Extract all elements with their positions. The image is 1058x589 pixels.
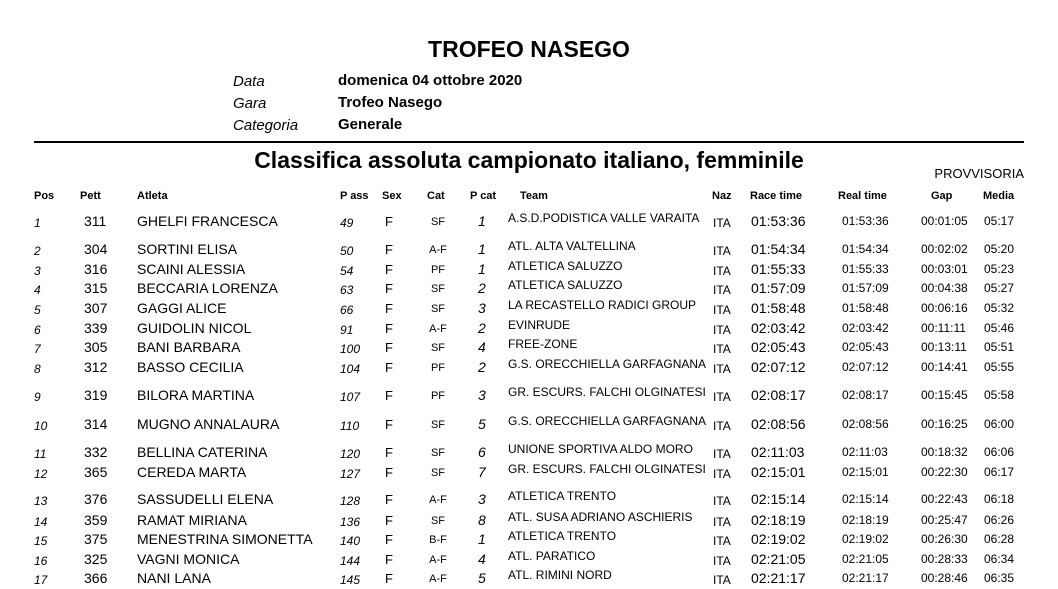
cell-sex: F: [385, 465, 393, 480]
cell-pass: 50: [340, 244, 354, 258]
cell-cat: SF: [430, 447, 446, 459]
cell-pass: 144: [340, 554, 361, 568]
cell-race: 01:55:33: [751, 261, 806, 277]
table-row: [0, 386, 1058, 406]
cell-pos: 4: [34, 283, 41, 297]
cell-media: 06:28: [984, 532, 1015, 546]
cell-gap: 00:18:32: [921, 445, 968, 459]
table-row: [0, 260, 1058, 280]
cell-naz: ITA: [713, 573, 731, 587]
cell-pcat: 3: [478, 491, 486, 507]
cell-pos: 10: [34, 419, 48, 433]
cell-naz: ITA: [713, 534, 731, 548]
meta-value-categoria: Generale: [338, 116, 403, 133]
cell-gap: 00:04:38: [921, 281, 968, 295]
cell-media: 06:06: [984, 445, 1015, 459]
cell-pett: 312: [84, 359, 108, 375]
cell-race: 02:18:19: [751, 512, 806, 528]
cell-pett: 314: [84, 416, 108, 432]
cell-naz: ITA: [713, 447, 731, 461]
cell-pcat: 8: [478, 512, 486, 528]
cell-media: 06:26: [984, 513, 1015, 527]
col-header-race: Race time: [750, 190, 802, 202]
cell-race: 01:53:36: [751, 213, 806, 229]
cell-team: EVINRUDE: [508, 318, 571, 332]
cell-race: 02:15:14: [751, 491, 806, 507]
cell-pett: 339: [84, 320, 108, 336]
cell-pos: 6: [34, 323, 41, 337]
cell-pass: 136: [340, 515, 361, 529]
cell-real: 01:57:09: [842, 281, 889, 295]
cell-team: UNIONE SPORTIVA ALDO MORO: [508, 442, 693, 456]
cell-atleta: BASSO CECILIA: [137, 359, 244, 375]
cell-pcat: 1: [478, 213, 486, 229]
cell-gap: 00:11:11: [921, 321, 966, 335]
cell-pcat: 5: [478, 416, 486, 432]
cell-pass: 107: [340, 390, 361, 404]
cell-sex: F: [385, 360, 393, 375]
cell-atleta: GHELFI FRANCESCA: [137, 213, 278, 229]
cell-pcat: 4: [478, 339, 486, 355]
cell-media: 05:46: [984, 321, 1015, 335]
cell-pos: 15: [34, 534, 48, 548]
cell-atleta: NANI LANA: [137, 570, 211, 586]
cell-gap: 00:28:46: [921, 571, 968, 585]
cell-atleta: GUIDOLIN NICOL: [137, 320, 252, 336]
cell-pass: 100: [340, 342, 361, 356]
cell-sex: F: [385, 340, 393, 355]
cell-pcat: 2: [478, 320, 486, 336]
cell-race: 02:07:12: [751, 359, 806, 375]
cell-gap: 00:15:45: [921, 388, 968, 402]
cell-real: 01:54:34: [842, 242, 889, 256]
cell-sex: F: [385, 417, 393, 432]
cell-pcat: 2: [478, 359, 486, 375]
cell-cat: SF: [430, 303, 446, 315]
cell-race: 01:54:34: [751, 241, 806, 257]
cell-race: 01:57:09: [751, 280, 806, 296]
cell-team: ATLETICA TRENTO: [508, 529, 617, 543]
cell-naz: ITA: [713, 515, 731, 529]
cell-race: 01:58:48: [751, 300, 806, 316]
cell-real: 02:08:56: [842, 417, 889, 431]
col-header-pos: Pos: [34, 190, 55, 202]
cell-gap: 00:13:11: [921, 340, 967, 354]
cell-sex: F: [385, 214, 393, 229]
cell-atleta: SASSUDELLI ELENA: [137, 491, 274, 507]
cell-cat: SF: [430, 419, 446, 431]
cell-media: 06:35: [984, 571, 1015, 585]
cell-pass: 145: [340, 573, 361, 587]
cell-pett: 325: [84, 551, 108, 567]
cell-cat: SF: [430, 342, 446, 354]
cell-pass: 104: [340, 362, 361, 376]
cell-real: 01:53:36: [842, 214, 889, 228]
cell-team: G.S. ORECCHIELLA GARFAGNANA: [508, 414, 707, 428]
cell-pcat: 3: [478, 300, 486, 316]
cell-team: G.S. ORECCHIELLA GARFAGNANA: [508, 357, 707, 371]
cell-pett: 319: [84, 387, 108, 403]
meta-label-data: Data: [233, 73, 265, 90]
cell-gap: 00:22:43: [921, 492, 968, 506]
cell-atleta: BILORA MARTINA: [137, 387, 255, 403]
cell-team: ATL. PARATICO: [508, 549, 596, 563]
cell-atleta: VAGNI MONICA: [137, 551, 240, 567]
header-divider: [34, 141, 1024, 143]
cell-cat: PF: [430, 264, 446, 276]
cell-pett: 307: [84, 300, 108, 316]
cell-pcat: 1: [478, 531, 486, 547]
cell-team: A.S.D.PODISTICA VALLE VARAITA: [508, 211, 700, 225]
cell-race: 02:21:05: [751, 551, 806, 567]
cell-team: LA RECASTELLO RADICI GROUP: [508, 298, 697, 312]
cell-pass: 128: [340, 494, 361, 508]
meta-value-data: domenica 04 ottobre 2020: [338, 72, 523, 89]
cell-pos: 7: [34, 342, 41, 356]
cell-cat: PF: [430, 362, 446, 374]
cell-cat: A-F: [429, 554, 447, 566]
table-row: [0, 490, 1058, 510]
cell-pos: 12: [34, 467, 48, 481]
cell-naz: ITA: [713, 554, 731, 568]
cell-pett: 332: [84, 444, 108, 460]
cell-gap: 00:16:25: [921, 417, 968, 431]
cell-sex: F: [385, 552, 393, 567]
cell-naz: ITA: [713, 216, 731, 230]
cell-gap: 00:01:05: [921, 214, 968, 228]
cell-gap: 00:02:02: [921, 242, 968, 256]
cell-sex: F: [385, 301, 393, 316]
cell-media: 06:00: [984, 417, 1015, 431]
meta-label-categoria: Categoria: [233, 117, 299, 134]
cell-gap: 00:03:01: [921, 262, 968, 276]
cell-media: 06:17: [984, 465, 1015, 479]
cell-naz: ITA: [713, 494, 731, 508]
cell-cat: A-F: [429, 573, 447, 585]
cell-pass: 120: [340, 447, 361, 461]
cell-atleta: BELLINA CATERINA: [137, 444, 268, 460]
cell-race: 02:11:03: [751, 444, 805, 460]
col-header-gap: Gap: [931, 190, 953, 202]
col-header-pcat: P cat: [470, 190, 497, 202]
cell-pos: 9: [34, 390, 41, 404]
cell-pcat: 4: [478, 551, 486, 567]
cell-pos: 8: [34, 362, 41, 376]
cell-team: ATLETICA SALUZZO: [508, 259, 623, 273]
cell-cat: SF: [430, 515, 446, 527]
table-row: [0, 569, 1058, 589]
cell-pcat: 3: [478, 387, 486, 403]
cell-pcat: 2: [478, 280, 486, 296]
cell-race: 02:19:02: [751, 531, 806, 547]
cell-cat: SF: [430, 283, 446, 295]
cell-cat: A-F: [429, 494, 447, 506]
cell-naz: ITA: [713, 467, 731, 481]
status-badge: PROVVISORIA: [934, 166, 1024, 181]
cell-real: 02:15:01: [842, 465, 889, 479]
cell-atleta: GAGGI ALICE: [137, 300, 227, 316]
cell-naz: ITA: [713, 244, 731, 258]
cell-naz: ITA: [713, 419, 731, 433]
cell-gap: 00:25:47: [921, 513, 968, 527]
cell-team: GR. ESCURS. FALCHI OLGINATESI: [508, 462, 706, 476]
cell-real: 02:19:02: [842, 532, 889, 546]
cell-pett: 359: [84, 512, 108, 528]
cell-team: ATLETICA TRENTO: [508, 489, 617, 503]
meta-value-gara: Trofeo Nasego: [338, 94, 443, 111]
cell-pcat: 5: [478, 570, 486, 586]
cell-media: 05:51: [984, 340, 1015, 354]
cell-sex: F: [385, 445, 393, 460]
cell-gap: 00:06:16: [921, 301, 968, 315]
table-row: [0, 212, 1058, 232]
cell-pett: 366: [84, 570, 108, 586]
cell-pos: 17: [34, 573, 48, 587]
cell-real: 02:05:43: [842, 340, 889, 354]
table-row: [0, 299, 1058, 319]
cell-media: 05:23: [984, 262, 1015, 276]
cell-sex: F: [385, 492, 393, 507]
col-header-pass: P ass: [340, 190, 369, 202]
cell-gap: 00:14:41: [921, 360, 968, 374]
cell-race: 02:03:42: [751, 320, 806, 336]
cell-pett: 376: [84, 491, 108, 507]
cell-atleta: BANI BARBARA: [137, 339, 241, 355]
cell-naz: ITA: [713, 362, 731, 376]
cell-sex: F: [385, 321, 393, 336]
cell-pos: 3: [34, 264, 41, 278]
cell-pcat: 1: [478, 241, 486, 257]
cell-media: 05:55: [984, 360, 1015, 374]
cell-sex: F: [385, 388, 393, 403]
cell-team: ATL. SUSA ADRIANO ASCHIERIS: [508, 510, 693, 524]
cell-media: 06:34: [984, 552, 1015, 566]
cell-real: 02:21:05: [842, 552, 889, 566]
cell-team: FREE-ZONE: [508, 337, 578, 351]
cell-atleta: BECCARIA LORENZA: [137, 280, 278, 296]
cell-cat: A-F: [429, 323, 447, 335]
cell-sex: F: [385, 242, 393, 257]
cell-team: GR. ESCURS. FALCHI OLGINATESI: [508, 385, 706, 399]
cell-atleta: SCAINI ALESSIA: [137, 261, 246, 277]
table-row: [0, 240, 1058, 260]
col-header-pett: Pett: [80, 190, 101, 202]
table-row: [0, 338, 1058, 358]
cell-pass: 110: [340, 419, 360, 433]
cell-pos: 5: [34, 303, 41, 317]
meta-label-gara: Gara: [233, 95, 267, 112]
table-row: [0, 415, 1058, 435]
cell-real: 02:15:14: [842, 492, 889, 506]
table-row: [0, 279, 1058, 299]
cell-race: 02:15:01: [751, 464, 806, 480]
table-row: [0, 358, 1058, 378]
cell-media: 05:17: [984, 214, 1015, 228]
cell-cat: SF: [430, 467, 446, 479]
cell-pass: 54: [340, 264, 354, 278]
table-row: [0, 530, 1058, 550]
cell-naz: ITA: [713, 342, 731, 356]
cell-gap: 00:22:30: [921, 465, 968, 479]
page-title: TROFEO NASEGO: [428, 36, 630, 62]
cell-atleta: CEREDA MARTA: [137, 464, 247, 480]
cell-pett: 315: [84, 280, 108, 296]
cell-pos: 11: [34, 447, 47, 461]
cell-sex: F: [385, 571, 393, 586]
cell-pett: 311: [84, 213, 107, 229]
cell-real: 01:55:33: [842, 262, 889, 276]
cell-pcat: 7: [478, 464, 486, 480]
cell-pos: 13: [34, 494, 48, 508]
table-row: [0, 550, 1058, 570]
cell-real: 01:58:48: [842, 301, 889, 315]
cell-pass: 91: [340, 323, 354, 337]
cell-pass: 63: [340, 283, 354, 297]
cell-real: 02:18:19: [842, 513, 889, 527]
col-header-team: Team: [520, 190, 548, 202]
cell-sex: F: [385, 281, 393, 296]
cell-race: 02:08:56: [751, 416, 806, 432]
cell-atleta: RAMAT MIRIANA: [137, 512, 247, 528]
cell-media: 05:58: [984, 388, 1015, 402]
cell-atleta: SORTINI ELISA: [137, 241, 238, 257]
cell-pos: 2: [34, 244, 41, 258]
cell-real: 02:21:17: [842, 571, 889, 585]
cell-cat: B-F: [429, 534, 447, 546]
cell-team: ATL. ALTA VALTELLINA: [508, 239, 636, 253]
classification-title: Classifica assoluta campionato italiano, femminile: [254, 147, 804, 173]
cell-real: 02:03:42: [842, 321, 889, 335]
cell-media: 05:20: [984, 242, 1015, 256]
cell-race: 02:05:43: [751, 339, 806, 355]
cell-pcat: 1: [478, 261, 486, 277]
cell-media: 05:32: [984, 301, 1015, 315]
cell-cat: SF: [430, 216, 446, 228]
cell-race: 02:08:17: [751, 387, 806, 403]
cell-pass: 49: [340, 216, 354, 230]
cell-gap: 00:28:33: [921, 552, 968, 566]
col-header-cat: Cat: [427, 190, 445, 202]
cell-real: 02:07:12: [842, 360, 889, 374]
cell-real: 02:11:03: [842, 445, 888, 459]
col-header-naz: Naz: [712, 190, 732, 202]
cell-atleta: MUGNO ANNALAURA: [137, 416, 280, 432]
cell-naz: ITA: [713, 283, 731, 297]
cell-team: ATLETICA SALUZZO: [508, 278, 623, 292]
cell-naz: ITA: [713, 323, 731, 337]
col-header-real: Real time: [838, 190, 887, 202]
cell-pett: 305: [84, 339, 108, 355]
cell-media: 05:27: [984, 281, 1015, 295]
cell-team: ATL. RIMINI NORD: [508, 568, 612, 582]
cell-pett: 304: [84, 241, 108, 257]
cell-sex: F: [385, 262, 393, 277]
cell-pos: 14: [34, 515, 48, 529]
cell-sex: F: [385, 532, 393, 547]
cell-pett: 365: [84, 464, 108, 480]
cell-pett: 375: [84, 531, 108, 547]
col-header-atleta: Atleta: [137, 190, 168, 202]
table-row: [0, 511, 1058, 531]
cell-naz: ITA: [713, 390, 731, 404]
table-row: [0, 443, 1058, 463]
table-row: [0, 463, 1058, 483]
cell-pass: 66: [340, 303, 354, 317]
cell-media: 06:18: [984, 492, 1015, 506]
cell-pett: 316: [84, 261, 108, 277]
table-row: [0, 319, 1058, 339]
cell-naz: ITA: [713, 264, 731, 278]
cell-naz: ITA: [713, 303, 731, 317]
col-header-media: Media: [983, 190, 1015, 202]
cell-gap: 00:26:30: [921, 532, 968, 546]
cell-pass: 127: [340, 467, 361, 481]
cell-pos: 16: [34, 554, 48, 568]
cell-cat: PF: [430, 390, 446, 402]
col-header-sex: Sex: [382, 190, 402, 202]
cell-sex: F: [385, 513, 393, 528]
cell-pass: 140: [340, 534, 361, 548]
cell-atleta: MENESTRINA SIMONETTA: [137, 531, 313, 547]
cell-cat: A-F: [429, 244, 447, 256]
cell-pcat: 6: [478, 444, 486, 460]
cell-real: 02:08:17: [842, 388, 889, 402]
cell-pos: 1: [34, 216, 41, 230]
cell-race: 02:21:17: [751, 570, 806, 586]
